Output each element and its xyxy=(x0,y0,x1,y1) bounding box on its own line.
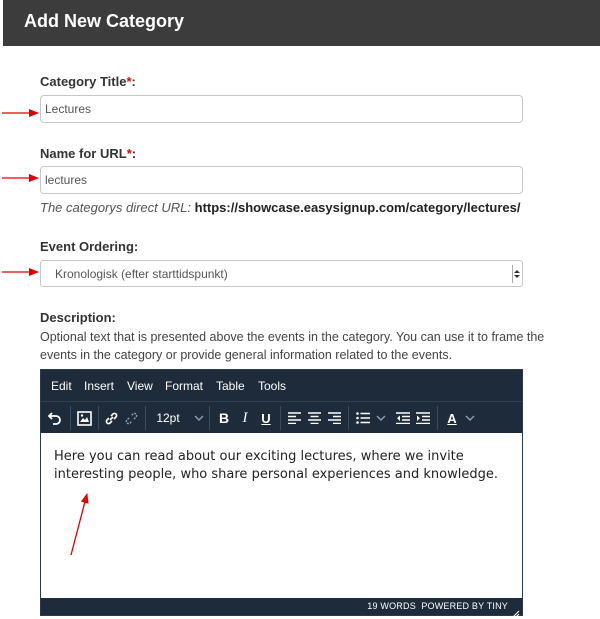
category-title-label xyxy=(40,74,136,89)
editor-content[interactable]: Here you can read about our exciting lectures, where we invite interesting people, who share personal experiences and knowledge. xyxy=(54,449,498,482)
toolbar-separator xyxy=(145,406,146,430)
category-title-input[interactable] xyxy=(40,95,523,123)
menu-tools[interactable]: Tools xyxy=(258,379,287,393)
name-for-url-label xyxy=(40,146,136,161)
align-right-icon[interactable] xyxy=(327,408,341,428)
align-center-icon[interactable] xyxy=(307,408,321,428)
url-hint xyxy=(40,200,520,215)
toolbar-separator xyxy=(280,406,281,430)
select-spinner-icon[interactable] xyxy=(512,265,520,283)
event-ordering-selected: Kronologisk (efter starttidspunkt) xyxy=(55,267,228,281)
url-hint-prefix: The categorys direct URL: xyxy=(40,200,192,215)
undo-icon[interactable] xyxy=(47,408,63,428)
menu-insert[interactable]: Insert xyxy=(84,379,115,393)
chevron-down-icon[interactable] xyxy=(465,408,475,428)
align-left-icon[interactable] xyxy=(287,408,301,428)
page-title: Add New Category xyxy=(24,11,185,31)
italic-button[interactable]: I xyxy=(242,409,248,426)
chevron-down-icon[interactable] xyxy=(376,408,386,428)
bullet-list-icon[interactable] xyxy=(356,408,370,428)
word-count: 19 WORDS xyxy=(367,601,416,611)
toolbar-separator xyxy=(70,406,71,430)
menu-table[interactable]: Table xyxy=(216,379,245,393)
rich-text-editor xyxy=(40,369,523,616)
required-mark: * xyxy=(126,146,132,161)
toolbar-separator xyxy=(348,406,349,430)
label-colon: : xyxy=(131,146,137,161)
menu-edit[interactable]: Edit xyxy=(51,379,72,393)
status-text xyxy=(367,601,508,611)
resize-handle-icon[interactable] xyxy=(512,605,520,613)
menu-format[interactable]: Format xyxy=(165,379,204,393)
font-size-select[interactable]: 12pt xyxy=(156,411,180,425)
toolbar-separator xyxy=(209,406,210,430)
name-for-url-label-text: Name for URL xyxy=(40,146,127,161)
font-color-button[interactable]: A xyxy=(447,410,457,426)
event-ordering-select[interactable] xyxy=(40,260,523,287)
required-mark: * xyxy=(126,74,132,89)
category-url: https://showcase.easysignup.com/category/lectures/ xyxy=(194,200,521,215)
name-for-url-input[interactable] xyxy=(40,166,523,194)
description-label: Description: xyxy=(40,310,116,325)
indent-icon[interactable] xyxy=(415,408,431,428)
page-header xyxy=(3,0,600,46)
editor-toolbar xyxy=(41,401,522,433)
editor-statusbar xyxy=(41,598,522,615)
image-icon[interactable] xyxy=(75,408,93,428)
toolbar-separator xyxy=(98,406,99,430)
unlink-icon[interactable] xyxy=(123,408,139,428)
link-icon[interactable] xyxy=(103,408,119,428)
description-help-text: Optional text that is presented above the events in the category. You can use it to frame the events in the category or provide general information related to the events. xyxy=(40,330,545,362)
category-title-label-text: Category Title xyxy=(40,74,127,89)
chevron-down-icon[interactable] xyxy=(193,408,205,428)
menu-view[interactable]: View xyxy=(127,379,153,393)
powered-by-tiny[interactable]: POWERED BY TINY xyxy=(421,601,508,611)
bold-button[interactable]: B xyxy=(218,410,230,426)
underline-button[interactable]: U xyxy=(261,410,271,426)
label-colon: : xyxy=(131,74,136,89)
outdent-icon[interactable] xyxy=(395,408,411,428)
event-ordering-label: Event Ordering: xyxy=(40,239,139,254)
editor-menubar xyxy=(41,370,522,401)
toolbar-separator xyxy=(437,406,438,430)
